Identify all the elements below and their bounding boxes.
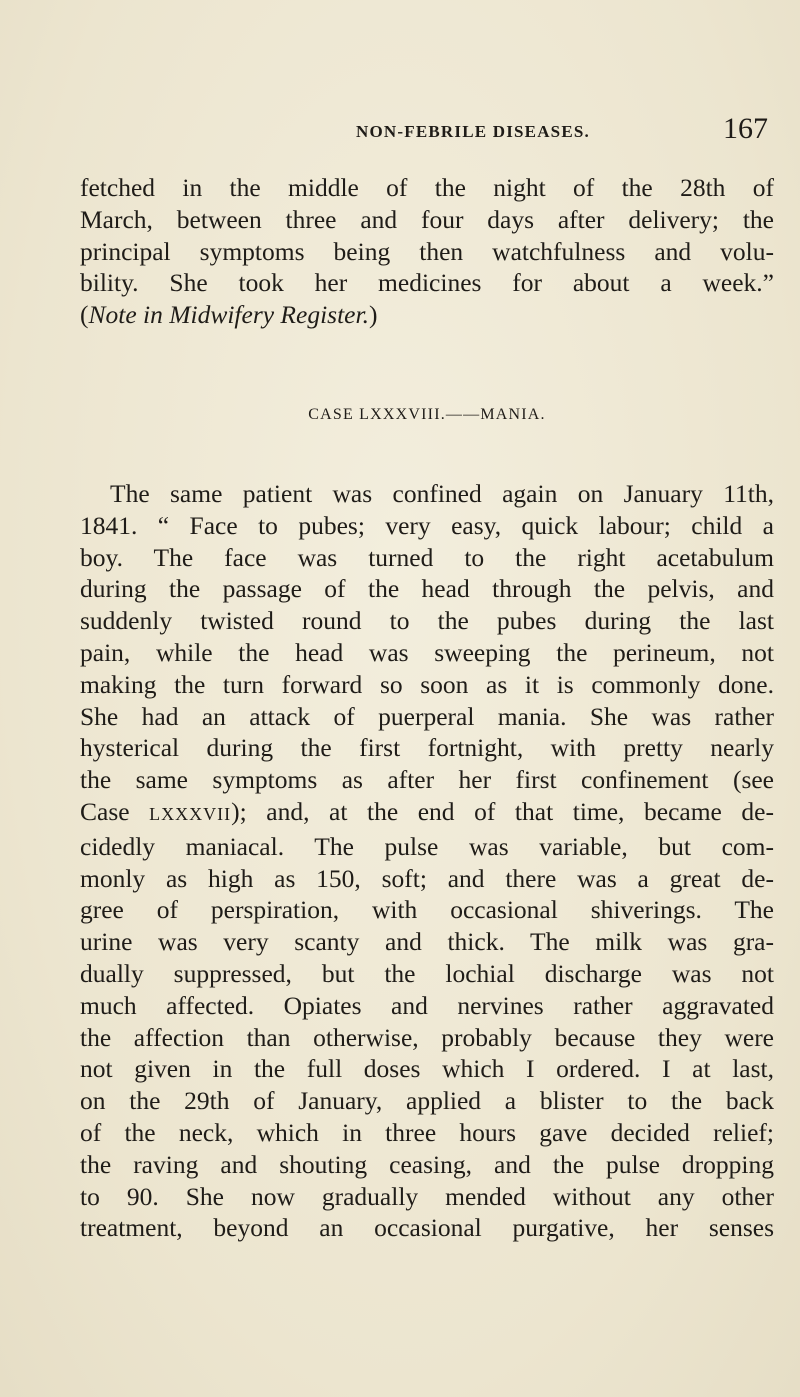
note-close-paren: ) bbox=[368, 300, 378, 330]
text-line: gree of perspiration, with occasional shiverings. The bbox=[80, 895, 774, 925]
case-reference-line bbox=[80, 796, 774, 831]
text-line: 1841. “ Face to pubes; very easy, quick labour; child a bbox=[80, 510, 774, 540]
text-line: March, between three and four days after delivery; the bbox=[80, 204, 774, 234]
text-line: urine was very scanty and thick. The milk was gra- bbox=[80, 927, 774, 957]
text-line: the affection than otherwise, probably because they were bbox=[80, 1022, 774, 1052]
running-title: NON-FEBRILE DISEASES. bbox=[356, 122, 590, 141]
text-line: hysterical during the first fortnight, with pretty nearly bbox=[80, 733, 774, 763]
text-line: the same symptoms as after her first confinement (see bbox=[80, 765, 774, 795]
running-head bbox=[80, 112, 774, 158]
note-italic: Note in Midwifery Register. bbox=[88, 300, 369, 330]
text-line: the raving and shouting ceasing, and the pulse dropping bbox=[80, 1149, 774, 1179]
text-line: of the neck, which in three hours gave decided relief; bbox=[80, 1117, 774, 1147]
case-ref-before: Case bbox=[80, 796, 150, 826]
text-line: making the turn forward so soon as it is commonly done. bbox=[80, 669, 774, 699]
text-line: pain, while the head was sweeping the perineum, not bbox=[80, 637, 774, 667]
text-line: treatment, beyond an occasional purgative, her senses bbox=[80, 1213, 774, 1243]
case-paragraph bbox=[80, 478, 774, 1244]
case-ref-numeral: LXXXVII bbox=[149, 803, 232, 824]
text-line: suddenly twisted round to the pubes during the last bbox=[80, 606, 774, 636]
text-line: during the passage of the head through the pelvis, and bbox=[80, 574, 774, 604]
continuation-paragraph bbox=[80, 172, 774, 331]
text-line: not given in the full doses which I ordered. I at last, bbox=[80, 1054, 774, 1084]
source-note bbox=[80, 299, 774, 331]
case-heading: CASE LXXXVIII.——MANIA. bbox=[308, 406, 546, 423]
text-line: principal symptoms being then watchfulness and volu- bbox=[80, 236, 774, 266]
case-ref-after: ); and, at the end of that time, became de- bbox=[231, 796, 774, 826]
text-line: on the 29th of January, applied a blister to the back bbox=[80, 1086, 774, 1116]
text-line: boy. The face was turned to the right acetabulum bbox=[80, 542, 774, 572]
text-line: cidedly maniacal. The pulse was variable, but com- bbox=[80, 831, 774, 861]
text-line: monly as high as 150, soft; and there was a great de- bbox=[80, 863, 774, 893]
text-line: much affected. Opiates and nervines rather aggravated bbox=[80, 990, 774, 1020]
text-line: to 90. She now gradually mended without any other bbox=[80, 1181, 774, 1211]
text-line: She had an attack of puerperal mania. She was rather bbox=[80, 701, 774, 731]
note-open-paren: ( bbox=[80, 300, 89, 330]
text-line: The same patient was confined again on January 11th, bbox=[110, 479, 774, 508]
text-line: dually suppressed, but the lochial discharge was not bbox=[80, 958, 774, 988]
page-number: 167 bbox=[723, 112, 768, 145]
text-line: fetched in the middle of the night of the 28th of bbox=[80, 173, 774, 202]
text-line: bility. She took her medicines for about a week.” bbox=[80, 268, 774, 298]
